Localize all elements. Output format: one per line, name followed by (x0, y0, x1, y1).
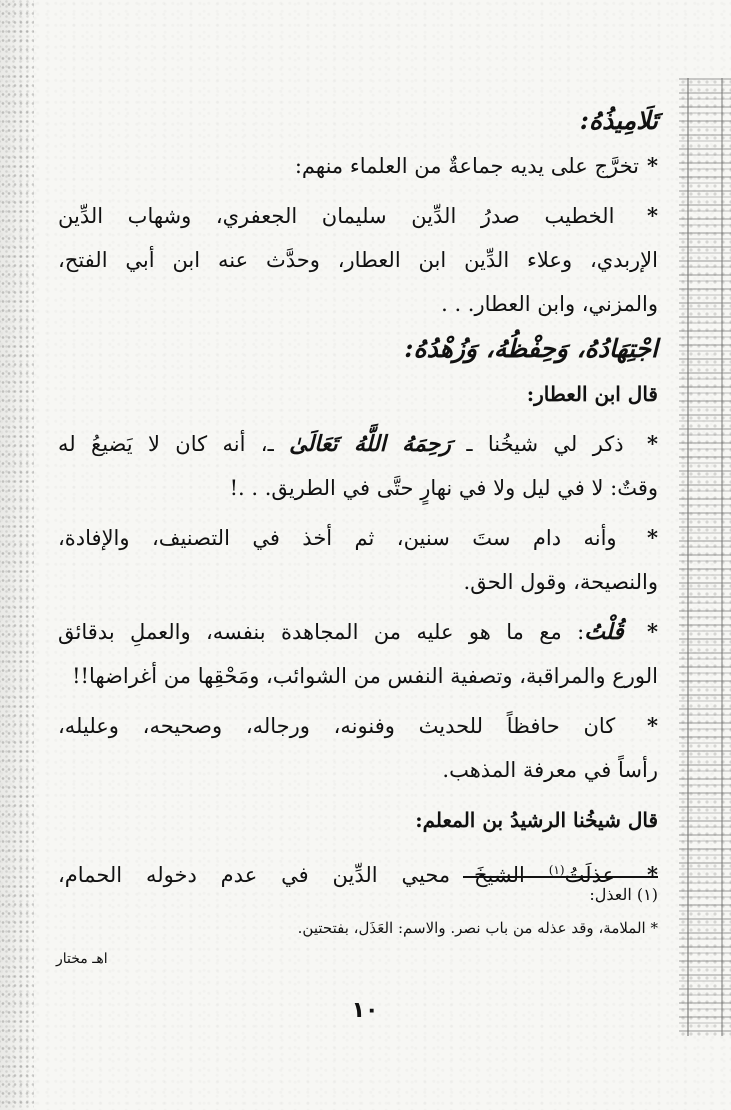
para5-line1 (58, 848, 658, 892)
para2-text: وأنه دام ستَ سنين، ثم أخذ في التصنيف، والإفادة، (58, 526, 617, 550)
footnote-title: (١) العذل: (589, 885, 658, 904)
para2-line2: والنصيحة، وقول الحق. (463, 570, 658, 594)
bullet-star: * (647, 713, 658, 738)
para2-line1 (58, 516, 658, 560)
para3-text: : مع ما هو عليه من المجاهدة بنفسه، والعملِ بدقائق (58, 620, 585, 644)
para1-line2: وقتٌ: لا في ليل ولا في نهارٍ حتَّى في الطريق. . .! (229, 476, 658, 500)
para5-text-a: عذلَتُ (564, 863, 616, 887)
para4-text: كان حافظاً للحديث وفنونه، ورجاله، وصحيحه، وعليله، (58, 714, 616, 738)
bullet-star: * (647, 525, 658, 550)
bullet-star: * (647, 153, 658, 178)
para1-text-a: ذكر لي شيخُنا ـ (466, 432, 624, 456)
footnote-ref: (١) (548, 863, 565, 877)
students-list-line2: الإربدي، وعلاء الدِّين ابن العطار، وحدَّث عنه ابن أبي الفتح، (58, 248, 658, 272)
para4-line1 (58, 704, 658, 748)
students-list-line3: والمزني، وابن العطار. . . (441, 292, 658, 316)
ibn-attar-said: قال ابن العطار: (526, 382, 658, 406)
students-intro-text: تخرَّج على يديه جماعةٌ من العلماء منهم: (294, 154, 640, 178)
footnote-source: اهـ مختار (56, 951, 108, 967)
footnote-divider (463, 876, 658, 878)
footnote-body: * الملامة، وقد عذله من باب نصر. والاسم: العَذَل، بفتحتين. (297, 919, 658, 937)
bullet-star: * (647, 619, 658, 644)
honorific: رَحِمَهُ اللَّهُ تَعَالَىٰ (289, 431, 451, 457)
page-number: ١٠ (351, 998, 379, 1023)
left-edge-speckle (0, 0, 34, 1110)
students-list-text1: الخطيب صدرُ الدِّين سليمان الجعفري، وشهاب الدِّين (58, 204, 615, 228)
para1-text-b: ـ، أنه كان لا يَضيعُ له (58, 432, 274, 456)
bullet-star: * (647, 203, 658, 228)
rashid-said: قال شيخُنا الرشيدُ بن المعلم: (415, 808, 658, 832)
main-text (58, 98, 658, 892)
para5-text-b: الشيخَ محيي الدِّين في عدم دخوله الحمام، (58, 863, 525, 887)
bullet-star: * (647, 431, 658, 456)
decorative-border (679, 78, 731, 1036)
students-heading: تَلَامِيذُهُ: (579, 106, 658, 135)
qultu: قُلْتُ (584, 619, 624, 645)
students-intro (58, 144, 658, 188)
para1-line1 (58, 422, 658, 466)
bullet-star: * (647, 862, 658, 887)
para3-line1 (58, 610, 658, 654)
para3-line2: الورع والمراقبة، وتصفية النفس من الشوائب، ومَحْقِها من أغراضها!! (72, 664, 658, 688)
students-list-line1 (58, 194, 658, 238)
effort-heading: اجْتِهَادُهُ، وَحِفْظُهُ، وَزُهْدُهُ: (404, 334, 658, 363)
para4-line2: رأساً في معرفة المذهب. (442, 758, 658, 782)
